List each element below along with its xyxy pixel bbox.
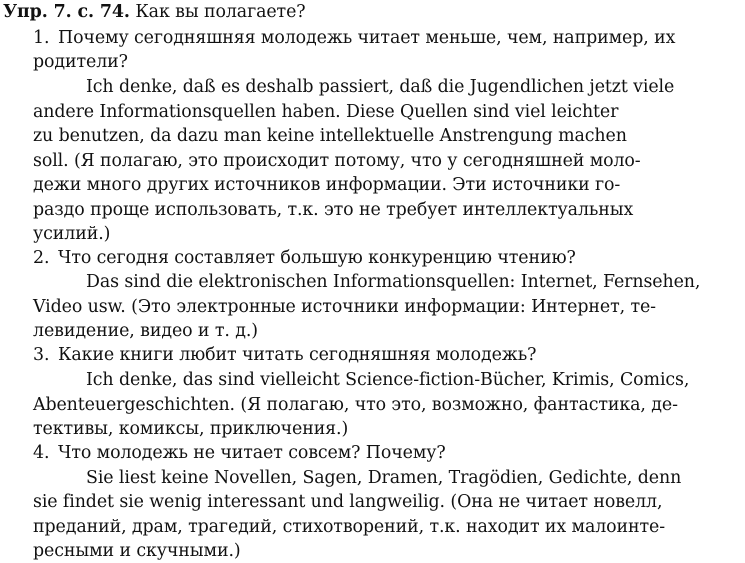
- item-number: 1.: [33, 28, 50, 48]
- exercise-label: Упр. 7. с. 74.: [3, 2, 130, 22]
- answer-line: Das sind die elektronischen Informationsquellen: Internet, Fernsehen,: [86, 272, 701, 292]
- answer-line: Ich denke, das sind vielleicht Science-fiction-Bücher, Krimis, Comics,: [86, 370, 690, 390]
- answer-line: Ich denke, daß es deshalb passiert, daß die Jugendlichen jetzt viele: [86, 77, 675, 97]
- answer-line: ресными и скучными.): [33, 541, 241, 561]
- answer-line: раздо проще использовать, т.к. это не требует интеллектуальных: [33, 200, 634, 220]
- question-line: родители?: [33, 52, 128, 72]
- item-number: 3.: [33, 345, 50, 365]
- answer-line: zu benutzen, da dazu man keine intellektuelle Anstrengung machen: [33, 126, 627, 146]
- question-line: Почему сегодняшняя молодежь читает меньше, чем, например, их: [58, 28, 676, 48]
- answer-line: Video usw. (Это электронные источники информации: Интернет, те-: [33, 297, 656, 317]
- answer-line: Abenteuergeschichten. (Я полагаю, что это, возможно, фантастика, де-: [33, 395, 678, 415]
- exercise-question: Как вы полагаете?: [135, 2, 306, 22]
- answer-line: усилий.): [33, 224, 111, 244]
- answer-line: sie findet sie wenig interessant und langweilig. (Она не читает новелл,: [33, 492, 663, 512]
- item-number: 2.: [33, 248, 50, 268]
- answer-line: дежи много других источников информации. Эти источники го-: [33, 175, 621, 195]
- answer-line: Sie liest keine Novellen, Sagen, Dramen, Tragödien, Gedichte, denn: [86, 468, 682, 488]
- answer-line: тективы, комиксы, приключения.): [33, 419, 349, 439]
- answer-line: преданий, драм, трагедий, стихотворений, т.к. находит их малоинте-: [33, 517, 666, 537]
- item-number: 4.: [33, 443, 50, 463]
- question-line: Что сегодня составляет большую конкуренцию чтению?: [58, 248, 576, 268]
- exercise-header: [3, 0, 305, 24]
- answer-line: andere Informationsquellen haben. Diese Quellen sind viel leichter: [33, 102, 619, 122]
- answer-line: soll. (Я полагаю, это происходит потому, что у сегодняшней моло-: [33, 151, 641, 171]
- answer-line: левидение, видео и т. д.): [33, 321, 258, 341]
- question-line: Что молодежь не читает совсем? Почему?: [58, 443, 446, 463]
- question-line: Какие книги любит читать сегодняшняя молодежь?: [58, 345, 537, 365]
